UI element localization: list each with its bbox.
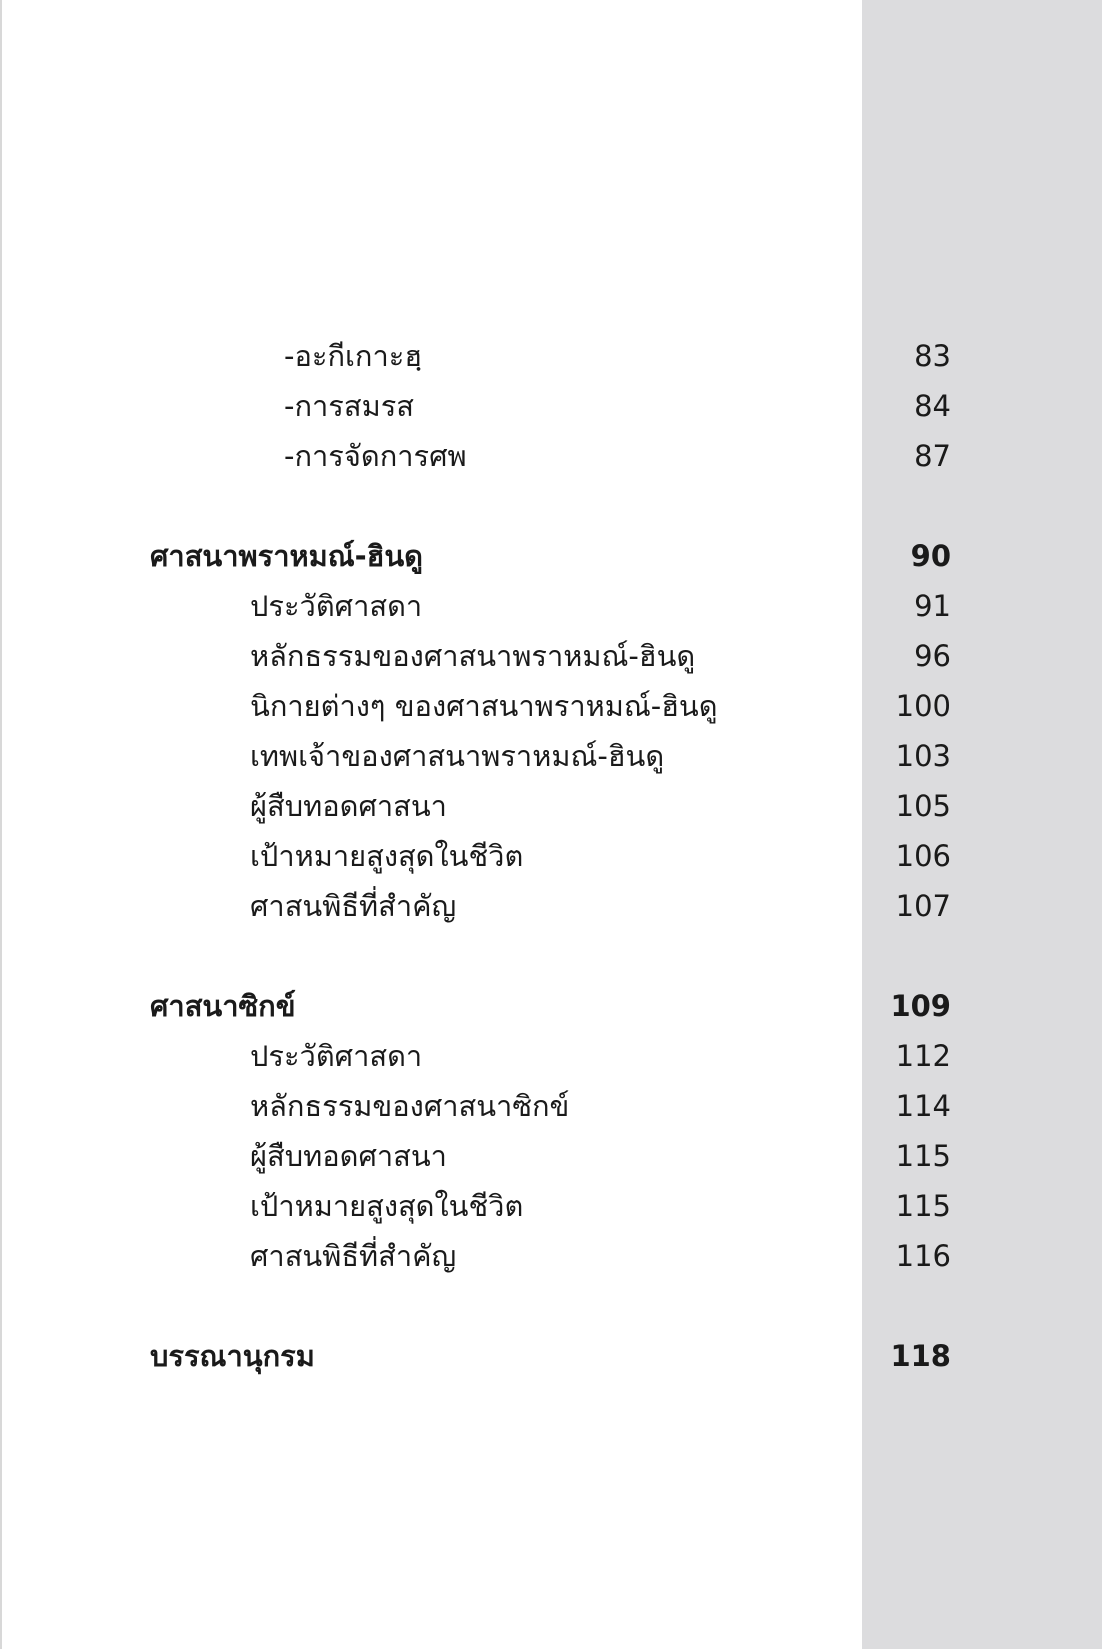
toc-entry-title: นิกายต่างๆ ของศาสนาพราหมณ์-ฮินดู <box>250 689 718 723</box>
toc-entry-title: -อะกีเกาะฮฺ <box>284 339 423 373</box>
section-page: 118 <box>890 1339 951 1373</box>
toc-entry-title: ผู้สืบทอดศาสนา <box>250 789 447 823</box>
toc-entry[interactable] <box>2 1186 1102 1236</box>
toc-entry-title: ศาสนพิธีที่สำคัญ <box>250 1239 457 1273</box>
section-title: บรรณานุกรม <box>150 1339 315 1373</box>
toc-entry-title: หลักธรรมของศาสนาซิกข์ <box>250 1089 570 1123</box>
toc-entry-page: 115 <box>895 1189 951 1223</box>
toc-entry-title: หลักธรรมของศาสนาพราหมณ์-ฮินดู <box>250 639 696 673</box>
toc-entry[interactable] <box>2 736 1102 786</box>
toc-entry[interactable] <box>2 786 1102 836</box>
toc-entry-page: 103 <box>895 739 951 773</box>
toc-entry[interactable] <box>2 836 1102 886</box>
toc-entry[interactable] <box>2 886 1102 936</box>
toc-entry-title: ประวัติศาสดา <box>250 589 423 623</box>
toc-entry[interactable] <box>2 386 1102 436</box>
section-page: 90 <box>910 539 951 573</box>
toc-entry-page: 112 <box>895 1039 951 1073</box>
section-title: ศาสนาพราหมณ์-ฮินดู <box>150 539 424 573</box>
toc-entry[interactable] <box>2 436 1102 486</box>
toc-entry-page: 116 <box>895 1239 951 1273</box>
toc-entry[interactable] <box>2 586 1102 636</box>
toc-entry-page: 91 <box>914 589 951 623</box>
toc-entry[interactable] <box>2 336 1102 386</box>
toc-entry[interactable] <box>2 1086 1102 1136</box>
toc-entry-page: 105 <box>895 789 951 823</box>
toc-entry-page: 87 <box>914 439 951 473</box>
toc-section-heading-bibliography[interactable] <box>2 1336 1102 1386</box>
toc-entry-page: 96 <box>914 639 951 673</box>
toc-entry[interactable] <box>2 1036 1102 1086</box>
toc-entry-title: เป้าหมายสูงสุดในชีวิต <box>250 1189 524 1223</box>
toc-entry-title: เทพเจ้าของศาสนาพราหมณ์-ฮินดู <box>250 739 665 773</box>
section-page: 109 <box>890 989 951 1023</box>
toc-section-heading-hindu[interactable] <box>2 536 1102 586</box>
toc-entry[interactable] <box>2 1136 1102 1186</box>
toc-entry-title: -การจัดการศพ <box>284 439 467 473</box>
toc-entry-page: 106 <box>895 839 951 873</box>
toc-entry-title: ผู้สืบทอดศาสนา <box>250 1139 447 1173</box>
toc-entry-page: 83 <box>914 339 951 373</box>
toc-entry[interactable] <box>2 636 1102 686</box>
toc-entry-page: 84 <box>914 389 951 423</box>
toc-entry[interactable] <box>2 686 1102 736</box>
section-title: ศาสนาซิกข์ <box>150 989 296 1023</box>
toc-entry-page: 115 <box>895 1139 951 1173</box>
toc-entry-page: 107 <box>895 889 951 923</box>
toc-entry-title: ประวัติศาสดา <box>250 1039 423 1073</box>
toc-entry-title: ศาสนพิธีที่สำคัญ <box>250 889 457 923</box>
toc-section-heading-sikh[interactable] <box>2 986 1102 1036</box>
toc-entry-title: -การสมรส <box>284 389 414 423</box>
toc-entry-page: 114 <box>895 1089 951 1123</box>
toc-entry-title: เป้าหมายสูงสุดในชีวิต <box>250 839 524 873</box>
toc-entry[interactable] <box>2 1236 1102 1286</box>
toc-entry-page: 100 <box>895 689 951 723</box>
